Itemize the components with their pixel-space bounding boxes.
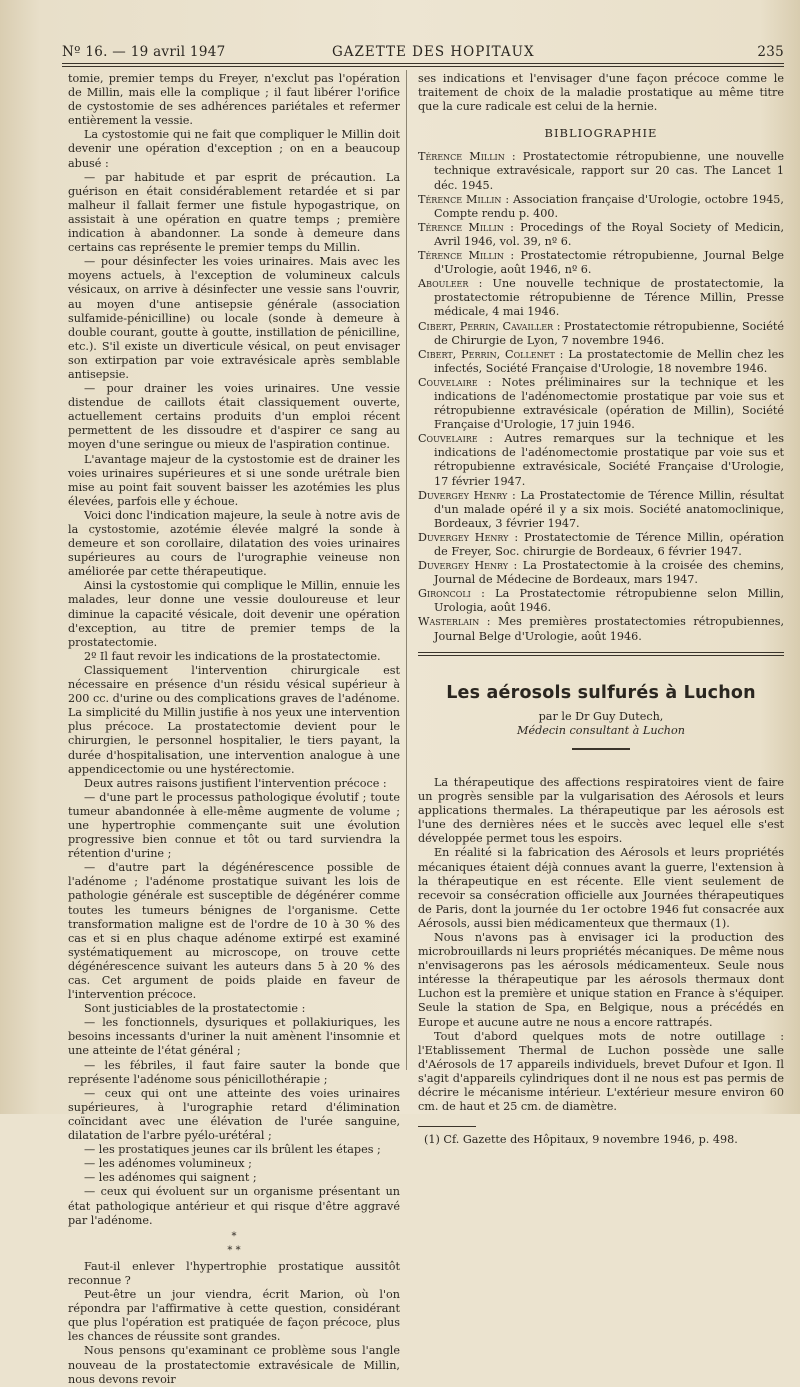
byline-author: par le Dr Guy Dutech, <box>538 709 664 723</box>
bibliography-heading: BIBLIOGRAPHIE <box>544 126 658 141</box>
paragraph: Nous n'avons pas à envisager ici la production des microbrouillards ni leurs propriétés mécaniques. De même nous n'envisagerons pas les aérosols médicamenteux. Seule nous intéresse la thérapeutique par les aérosols thermaux dont Luchon est la première et unique station en France à s'équiper. Seule la station de Spa, en Belgique, nous a précédés en Europe et aucune autre ne nous a encore rattrapés. <box>418 930 784 1029</box>
bibliography-text: : Notes préliminaires sur la technique et les indications de l'adénomectomie prostatique par voie sus et rétropubienne extravésicale (opération de Millin), Société Française d'Urologie, 17 juin 1946. <box>434 375 784 432</box>
list-item: — pour désinfecter les voies urinaires. Mais avec les moyens actuels, à l'exception de volumineux calculs vésicaux, on arrive à désinfecter une vessie sans l'ouvrir, au moyen d'une antisepsie générale (association sulfamide-pénicilline) ou locale (sonde à demeure à double courant, goutte à goutte, instillation de pénicilline, etc.). S'il existe un diverticule vésical, on peut envisager son extirpation par voie extravésicale après semblable antisepsie. <box>68 255 400 381</box>
running-header <box>62 44 784 64</box>
list-item: — d'une part le processus pathologique évolutif ; toute tumeur abandonnée à elle-même augmente de volume ; une hypertrophie commençante suit une évolution progressive bien connue et tôt ou tard surviendra la rétention d'urine ; <box>68 790 400 861</box>
bibliography-text: : La prostatectomie de Mellin chez les infectés, Société Française d'Urologie, 18 novembre 1946. <box>434 347 784 375</box>
title-rule <box>572 748 630 750</box>
bibliography-text: : La Prostatectomie de Térence Millin, résultat d'un malade opéré il y a six mois. Société anatomoclinique, Bordeaux, 3 février 1947. <box>434 488 784 530</box>
bibliography-text: : Mes premières prostatectomies rétropubiennes, Journal Belge d'Urologie, août 1946. <box>434 615 784 643</box>
bibliography-entry <box>418 221 784 249</box>
bibliography-entry <box>418 193 784 221</box>
page-number: 235 <box>757 44 784 60</box>
section-stars: * * * <box>227 1230 241 1256</box>
bibliography-entry <box>418 249 784 277</box>
bibliography-entry <box>418 432 784 488</box>
list-item: — les adénomes qui saignent ; <box>84 1171 257 1185</box>
bibliography-author: Térence Millin <box>418 249 504 263</box>
bibliography-text: : Prostatectomie de Térence Millin, opération de Freyer, Soc. chirurgie de Bordeaux, 6 février 1947. <box>434 530 784 558</box>
bibliography-text: : Une nouvelle technique de prostatectomie, la prostatectomie rétropubienne de Térence Millin, Presse médicale, 4 mai 1946. <box>434 277 784 319</box>
bibliography-entry <box>418 559 784 587</box>
paragraph: Voici donc l'indication majeure, la seule à notre avis de la cystostomie, azotémie élevée malgré la sonde à demeure et son corollaire, dilatation des voies urinaires supérieures au cours de l'urographie veineuse non améliorée par cette thérapeutique. <box>68 508 400 579</box>
bibliography-author: Abouleer <box>418 277 469 291</box>
paragraph: Ainsi la cystostomie qui complique le Millin, ennuie les malades, leur donne une vessie douloureuse et leur diminue la capacité vésicale, doit devenir une opération d'exception, au titre de premier temps de la prostatectomie. <box>68 579 400 649</box>
bibliography-text: : Autres remarques sur la technique et les indications de l'adénomectomie prostatique par voie sus et rétropubienne extravésicale, Société Française d'Urologie, 17 février 1947. <box>434 432 784 488</box>
paragraph: Sont justiciables de la prostatectomie : <box>84 1002 306 1016</box>
bibliography-entry <box>418 320 784 348</box>
bibliography-author: Térence Millin <box>418 150 505 164</box>
paragraph: Classiquement l'intervention chirurgicale est nécessaire en présence d'un résidu vésical supérieur à 200 cc. d'urine ou des complications graves de l'adénome. La simplicité du Millin justifie à nos yeux une intervention plus précoce. La prostatectomie devient pour le chirurgien, le personnel hospitalier, le tiers payant, la durée d'hospitalisation, une intervention analogue à une appendicectomie ou une hystérectomie. <box>68 663 400 776</box>
section-rule-double <box>418 655 784 656</box>
bibliography-author: Couvelaire <box>418 432 478 446</box>
paragraph: La thérapeutique des affections respiratoires vient de faire un progrès sensible par la vulgarisation des Aérosols et leurs applications thermales. La thérapeutique par les aérosols est l'une des dernières nées et le succès avec lequel elle s'est développée permet tous les espoirs. <box>418 775 784 846</box>
paragraph: Faut-il enlever l'hypertrophie prostatique aussitôt reconnue ? <box>68 1259 400 1287</box>
bibliography-text: : Prostatectomie rétropubienne, Journal Belge d'Urologie, août 1946, nº 6. <box>434 249 784 277</box>
bibliography-entry <box>418 531 784 559</box>
section-rule <box>418 652 784 653</box>
journal-title: GAZETTE DES HOPITAUX <box>332 44 535 60</box>
bibliography-author: Duvergey Henry <box>418 530 509 544</box>
paragraph: tomie, premier temps du Freyer, n'exclut pas l'opération de Millin, mais elle la complique ; il faut libérer l'orifice de cystostomie de ses adhérences pariétales et refermer entièrement la vessie. <box>68 72 400 128</box>
article-title: Les aérosols sulfurés à Luchon <box>446 682 756 703</box>
bibliography-entry <box>418 587 784 615</box>
list-item: — ceux qui évoluent sur un organisme présentant un état pathologique antérieur et qui risque d'être aggravé par l'adénome. <box>68 1185 400 1227</box>
bibliography-entry <box>418 277 784 319</box>
bibliography-text: : Association française d'Urologie, octobre 1945, Compte rendu p. 400. <box>434 192 784 220</box>
bibliography-text: : La Prostatectomie rétropubienne selon Millin, Urologia, août 1946. <box>434 587 784 615</box>
bibliography-author: Duvergey Henry <box>418 488 508 502</box>
bibliography-author: Térence Millin <box>418 220 504 234</box>
footnote-rule <box>418 1126 476 1127</box>
list-item: — d'autre part la dégénérescence possible de l'adénome ; l'adénome prostatique suivant les lois de pathologie générale est susceptible de dégénérer comme toutes les tumeurs bénignes de l'organisme. Cette transformation maligne est de l'ordre de 10 à 30 % des cas et si en plus chaque adénome extirpé est examiné systématiquement au microscope, on trouve cette dégénérescence suivant les auteurs dans 5 à 20 % des cas. Cet argument de poids plaide en faveur de l'intervention précoce. <box>68 861 400 1002</box>
paragraph: Nous pensons qu'examinant ce problème sous l'angle nouveau de la prostatectomie extravésicale de Millin, nous devons revoir <box>68 1344 400 1386</box>
list-item: — les prostatiques jeunes car ils brûlent les étapes ; <box>84 1143 381 1157</box>
bibliography-author: Térence Millin <box>418 192 502 206</box>
list-item: — ceux qui ont une atteinte des voies urinaires supérieures, à l'urographie retard d'élimination coïncidant avec une élévation de l'urée sanguine, dilatation de l'arbre pyélo-urétéral ; <box>68 1086 400 1143</box>
header-rule-double <box>62 66 784 67</box>
list-item: — les fonctionnels, dysuriques et pollakiuriques, les besoins incessants d'uriner la nuit amènent l'insomnie et une atteinte de l'état général ; <box>68 1016 400 1058</box>
bibliography-text: : Procedings of the Royal Society of Medicin, Avril 1946, vol. 39, nº 6. <box>434 220 784 248</box>
list-item: — les adénomes volumineux ; <box>84 1157 252 1171</box>
left-column <box>68 72 400 1387</box>
bibliography-entry <box>418 489 784 531</box>
paragraph: En réalité si la fabrication des Aérosols et leurs propriétés mécaniques étaient déjà connues avant la guerre, l'extension à la thérapeutique en est récente. Elle vient seulement de recevoir sa consécration officielle aux Journées thérapeutiques de Paris, dont la journée du 1er octobre 1946 fut consacrée aux Aérosols, aussi bien médicamenteux que thermaux (1). <box>418 846 784 930</box>
footnote: (1) Cf. Gazette des Hôpitaux, 9 novembre 1946, p. 498. <box>424 1133 738 1147</box>
list-item: — par habitude et par esprit de précaution. La guérison en était considérablement retardée et si par malheur il fallait fermer une fistule hypogastrique, on assistait à une opération en quatre temps ; première indication à abandonner. La sonde à demeure dans certains cas représente le premier temps du Millin. <box>68 170 400 255</box>
column-divider <box>406 70 407 1070</box>
bibliography-text: : Prostatectomie rétropubienne, une nouvelle technique extravésicale, rapport sur 20 cas. The Lancet 1 déc. 1945. <box>434 150 784 192</box>
paragraph: ses indications et l'envisager d'une façon précoce comme le traitement de choix de la maladie prostatique au même titre que la cure radicale est celui de la hernie. <box>418 72 784 114</box>
bibliography-entry <box>418 150 784 192</box>
bibliography-author: Duvergey Henry <box>418 559 509 573</box>
bibliography-author: Gironcoli <box>418 587 471 601</box>
bibliography-text: : Prostatectomie rétropubienne, Société de Chirurgie de Lyon, 7 novembre 1946. <box>434 319 784 347</box>
bibliography-author: Cibert, Perrin, Cavailler <box>418 319 554 333</box>
header-rule <box>62 63 784 64</box>
bibliography-author: Wasterlain <box>418 615 480 629</box>
right-column <box>418 72 784 1147</box>
byline-role: Médecin consultant à Luchon <box>517 723 685 737</box>
bibliography-entry <box>418 348 784 376</box>
issue-date: Nº 16. — 19 avril 1947 <box>62 44 226 60</box>
bibliography-entry <box>418 376 784 432</box>
paragraph: Tout d'abord quelques mots de notre outillage : l'Etablissement Thermal de Luchon possède une salle d'Aérosols de 17 appareils individuels, brevet Dufour et Igon. Il s'agit d'appareils cylindriques dont il ne nous est pas permis de décrire le mécanisme intérieur. L'extérieur mesure environ 60 cm. de haut et 25 cm. de diamètre. <box>418 1029 784 1114</box>
bibliography-entry <box>418 615 784 643</box>
paragraph: L'avantage majeur de la cystostomie est de drainer les voies urinaires supérieures et si une sonde urétrale bien mise au point fait souvent baisser les azotémies les plus élevées, parfois elle y échoue. <box>68 452 400 508</box>
paragraph: 2º Il faut revoir les indications de la prostatectomie. <box>84 649 381 663</box>
paragraph: Deux autres raisons justifient l'intervention précoce : <box>84 776 387 790</box>
paragraph: Peut-être un jour viendra, écrit Marion, où l'on répondra par l'affirmative à cette question, considérant que plus l'opération est pratiquée de façon précoce, plus les chances de réussite sont grandes. <box>68 1288 400 1344</box>
bibliography-author: Couvelaire <box>418 375 478 389</box>
bibliography-text: : La Prostatectomie à la croisée des chemins, Journal de Médecine de Bordeaux, mars 1947. <box>434 559 785 587</box>
bibliography-author: Cibert, Perrin, Collenet <box>418 347 555 361</box>
bibliography-list <box>418 150 784 643</box>
paragraph: La cystostomie qui ne fait que compliquer le Millin doit devenir une opération d'exception ; on en a beaucoup abusé : <box>68 128 400 170</box>
list-item: — pour drainer les voies urinaires. Une vessie distendue de caillots était classiquement ouverte, actuellement certains produits d'un emploi récent permettent de les dissoudre et d'aspirer ce sang au moyen d'une seringue ou mieux de l'aspiration continue. <box>68 382 400 452</box>
list-item: — les fébriles, il faut faire sauter la bonde que représente l'adénome sous pénicillothérapie ; <box>68 1058 400 1086</box>
